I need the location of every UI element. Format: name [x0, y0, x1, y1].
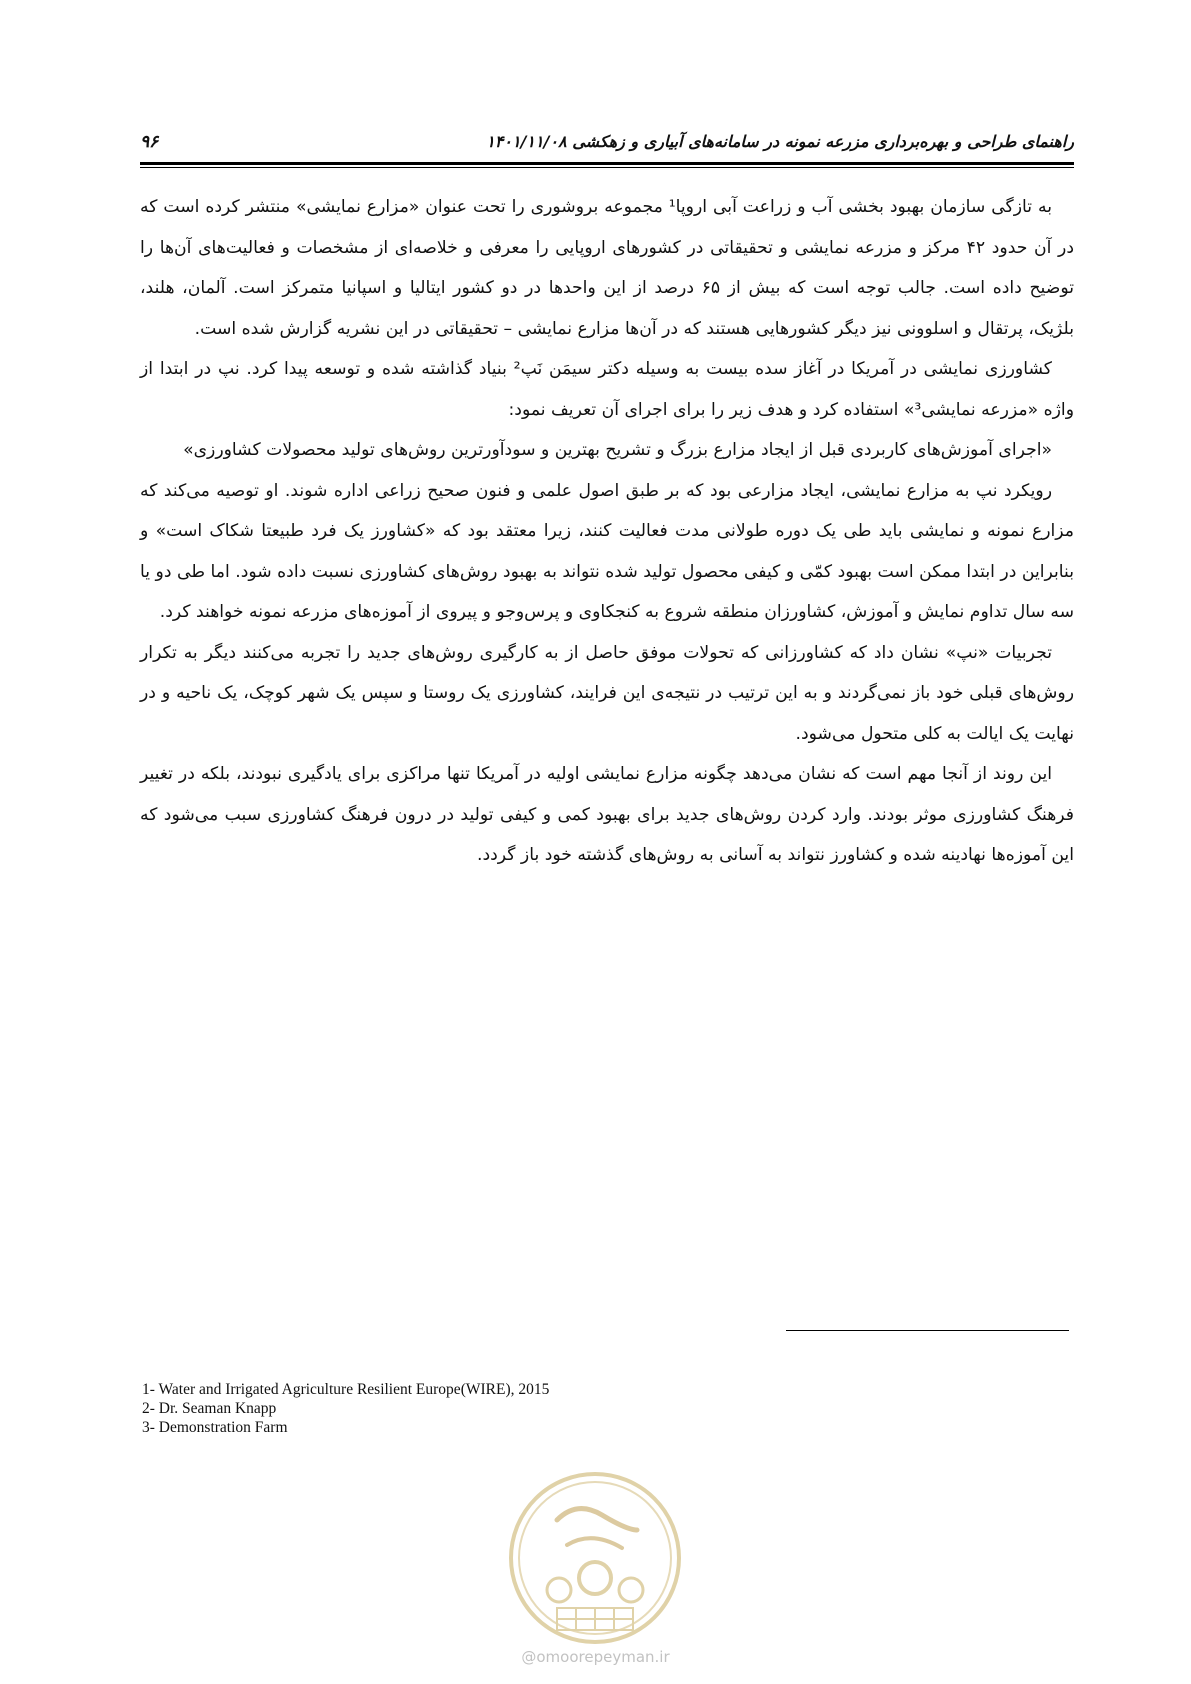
paragraph: تجربیات «نپ» نشان داد که کشاورزانی که تحولات موفق حاصل از به کارگیری روش‌های جدید را تجربه می‌کنند دیگر به تکرار روش‌های قبلی خود باز نمی‌گردند و به این ترتیب در نتیجه‌ی این فرایند، کشاورزی یک روستا و سپس یک شهر کوچک، یک ناحیه و در نهایت یک ایالت به کلی متحول می‌شود. — [140, 642, 1074, 744]
paragraph: کشاورزی نمایشی در آمریکا در آغاز سده بیست به وسیله دکتر سیمَن نَپ² بنیاد گذاشته شده و توسعه پیدا کرد. نپ در ابتدا از واژه «مزرعه نمایشی³» استفاده کرد و هدف زیر را برای اجرای آن تعریف نمود: — [140, 359, 1074, 420]
body-text — [140, 187, 1074, 876]
footnote: 2- Dr. Seaman Knapp — [142, 1400, 277, 1417]
running-title — [458, 132, 1074, 151]
header-title: راهنمای طراحی و بهره‌برداری مزرعه نمونه در سامانه‌های آبیاری و زهکشی — [572, 132, 1074, 151]
footnotes — [142, 1380, 549, 1437]
watermark-site: @omoorepeyman.ir — [521, 1648, 670, 1666]
footnote: 1- Water and Irrigated Agriculture Resilient Europe(WIRE), 2015 — [142, 1381, 550, 1398]
footnote: 3- Demonstration Farm — [142, 1419, 288, 1436]
header-rule-thick — [140, 162, 1074, 165]
paragraph: به تازگی سازمان بهبود بخشی آب و زراعت آبی اروپا¹ مجموعه بروشوری را تحت عنوان «مزارع نمایشی» منتشر کرده است که در آن حدود ۴۲ مرکز و مزرعه نمایشی و تحقیقاتی در کشورهای اروپایی را معرفی و خلاصه‌ای از مشخصات و فعالیت‌های آن‌ها را توضیح داده است. جالب توجه است که بیش از ۶۵ درصد از این واحدها در دو کشور ایتالیا و اسپانیا متمرکز است. آلمان، هلند، بلژیک، پرتقال و اسلوونی نیز دیگر کشورهایی هستند که در آن‌ها مزارع نمایشی – تحقیقاتی در این نشریه گزارش شده است. — [140, 197, 1074, 339]
header-date: ۱۴۰۱/۱۱/۰۸ — [486, 132, 567, 151]
footnote-separator — [786, 1330, 1069, 1331]
page-number: ۹۶ — [140, 132, 159, 152]
page-header — [140, 126, 1074, 166]
paragraph: رویکرد نپ به مزارع نمایشی، ایجاد مزارعی بود که بر طبق اصول علمی و فنون صحیح زراعی اداره شوند. او توصیه می‌کند که مزارع نمونه و نمایشی باید طی یک دوره طولانی مدت فعالیت کنند، زیرا معتقد بود که «کشاورز یک فرد طبیعتا شکاک است» و بنابراین در ابتدا ممکن است بهبود کمّی و کیفی محصول تولید شده نتواند به بهبود روش‌های کشاورزی نسبت داده شود. اما طی دو یا سه سال تداوم نمایش و آموزش، کشاورزان منطقه شروع به کنجکاوی و پرس‌وجو و پیروی از آموزه‌های مزرعه نمونه خواهند کرد. — [140, 480, 1074, 622]
paragraph: این روند از آنجا مهم است که نشان می‌دهد چگونه مزارع نمایشی اولیه در آمریکا تنها مراکزی برای یادگیری نبودند، بلکه در تغییر فرهنگ کشاورزی موثر بودند. وارد کردن روش‌های جدید برای بهبود کمی و کیفی تولید در درون فرهنگ کشاورزی سبب می‌شود که این آموزه‌ها نهادینه شده و کشاورز نتواند به آسانی به روش‌های گذشته خود باز گردد. — [140, 764, 1074, 865]
paragraph: «اجرای آموزش‌های کاربردی قبل از ایجاد مزارع بزرگ و تشریح بهترین و سودآورترین روش‌های تولید محصولات کشاورزی» — [183, 440, 1052, 460]
header-rule-thin — [140, 167, 1074, 168]
watermark-logo — [507, 1470, 683, 1646]
